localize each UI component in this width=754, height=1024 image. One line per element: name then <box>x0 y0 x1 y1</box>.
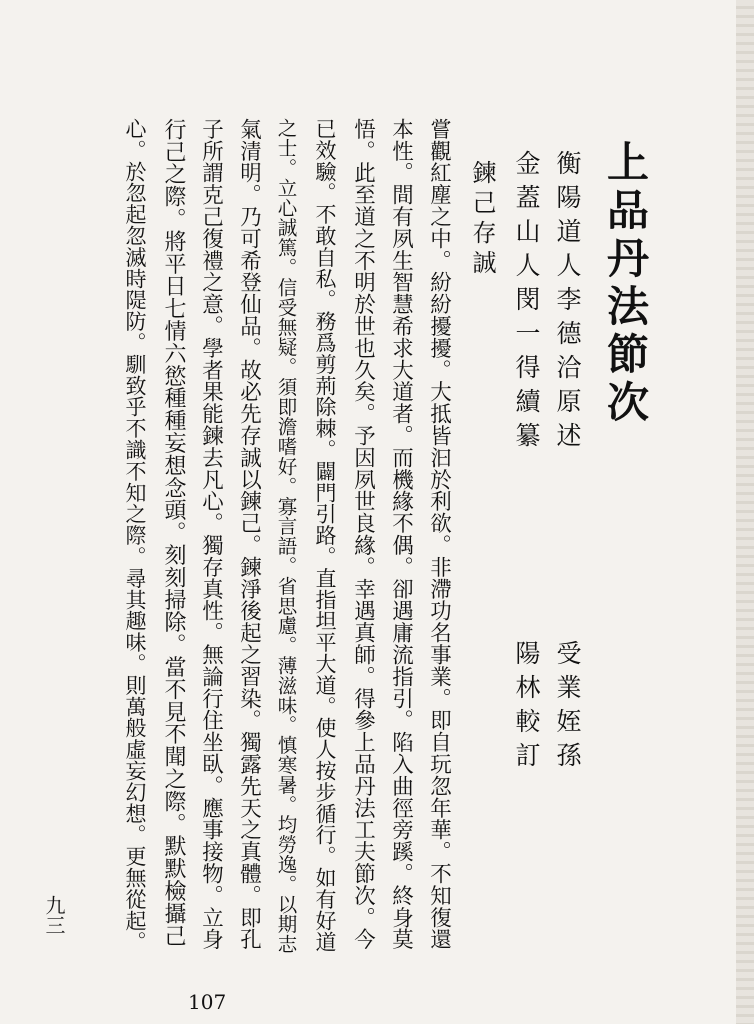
body-column-1: 嘗觀紅塵之中。紛紛擾擾。大抵皆汩於利欲。非滯功名事業。即自玩忽年華。不知復還 <box>426 118 452 951</box>
body-column-5: 之士。立心誠篤。信受無疑。須即澹嗜好。寡言語。省思慮。薄滋味。慎寒暑。均勞逸。以期志 <box>274 118 298 954</box>
body-column-6: 氣清明。乃可希登仙品。故必先存誠以鍊己。鍊淨後起之習染。獨露先天之真體。即孔 <box>236 118 262 951</box>
section-title: 鍊己存誠 <box>468 160 496 280</box>
body-column-2: 本性。間有夙生智慧希求大道者。而機緣不偶。卻遇庸流指引。陷入曲徑旁蹊。終身莫 <box>388 118 414 951</box>
chapter-title: 上品丹法節次 <box>601 140 650 428</box>
body-column-3: 悟。此至道之不明於世也久矣。予因夙世良緣。幸遇真師。得參上品丹法工夫節次。今 <box>350 118 376 951</box>
proofreader-line-1: 受業姪孫 <box>553 640 582 776</box>
author-line-1: 衡陽道人李德洽原述 <box>553 150 582 456</box>
author-line-2: 金蓋山人閔一得續纂 <box>512 150 541 456</box>
page-edge-decoration <box>736 0 754 1024</box>
page-number-chinese: 九三 <box>42 895 66 935</box>
body-column-7: 子所謂克己復禮之意。學者果能鍊去凡心。獨存真性。無論行住坐臥。應事接物。立身 <box>198 118 224 951</box>
body-column-4: 已效驗。不敢自私。務爲剪荊除棘。闢門引路。直指坦平大道。使人按步循行。如有好道 <box>313 118 337 953</box>
body-column-9: 心。於忽起忽滅時隄防。馴致乎不識不知之際。尋其趣味。則萬般虛妄幻想。更無從起。 <box>123 118 147 953</box>
page-number: 107 <box>188 990 227 1014</box>
body-column-8: 行己之際。將平日七情六慾種種妄想念頭。刻刻掃除。當不見不聞之際。默默檢攝己 <box>161 118 186 947</box>
proofreader-line-2: 陽林較訂 <box>512 640 541 776</box>
